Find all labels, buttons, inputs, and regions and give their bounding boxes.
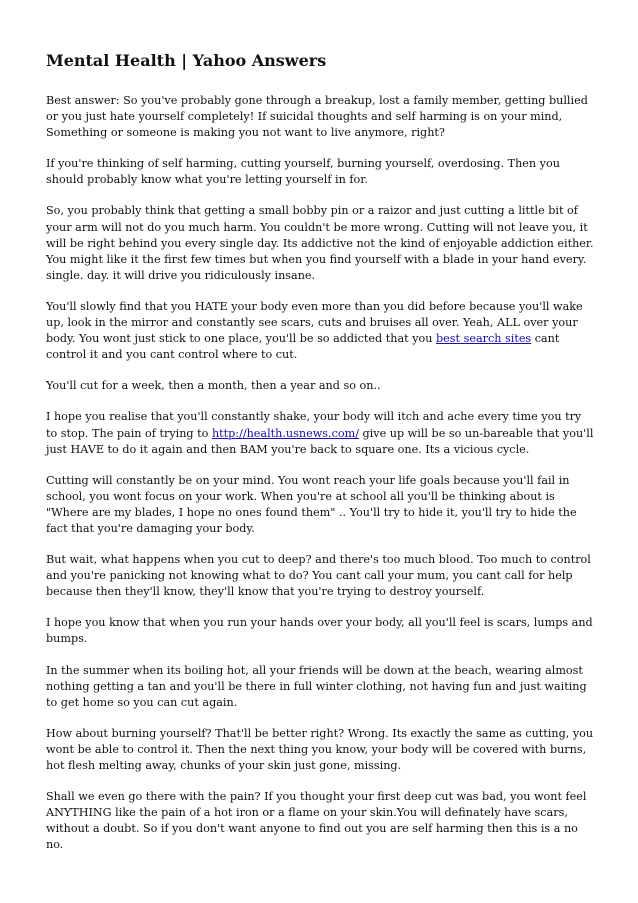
paragraph-text: How about burning yourself? That'll be better right? Wrong. Its exactly the same as cutting, you wont be able to control it. Then the next thing you know, your body will be covered with burns, hot flesh melting away, chunks of your skin just gone, missing. (46, 726, 594, 772)
inline-link[interactable]: http://health.usnews.com/ (211, 426, 359, 440)
article-body (46, 93, 594, 853)
paragraph (46, 203, 594, 283)
paragraph-text: Best answer: So you've probably gone through a breakup, lost a family member, getting bullied or you just hate yourself completely! If suicidal thoughts and self harming is on your mind, Something or someone is making you not want to live anymore, right? (46, 94, 588, 140)
page-title: Mental Health | Yahoo Answers (46, 51, 327, 70)
paragraph (46, 789, 594, 853)
paragraph-text: In the summer when its boiling hot, all your friends will be down at the beach, wearing almost nothing getting a tan and you'll be there in full winter clothing, not having fun and just waiting to get home so you can cut again. (46, 663, 587, 709)
paragraph-text: cant control it and you cant control where to cut. (46, 332, 560, 362)
paragraph-text: But wait, what happens when you cut to deep? and there's too much blood. Too much to control and you're panicking not knowing what to do? You cant call your mum, you cant call for help because then they'll know, they'll know that you're trying to destroy yourself. (46, 553, 591, 599)
paragraph-text: I hope you know that when you run your hands over your body, all you'll feel is scars, lumps and bumps. (46, 616, 593, 646)
paragraph (46, 93, 594, 141)
document-page (46, 50, 594, 868)
paragraph-text: Shall we even go there with the pain? If you thought your first deep cut was bad, you wont feel ANYTHING like the pain of a hot iron or a flame on your skin.You will definately have scars, without a doubt. So if you don't want anyone to find out you are self harming then this is a no no. (46, 790, 587, 852)
paragraph (46, 299, 594, 363)
paragraph-text: I hope you realise that you'll constantly shake, your body will itch and ache every time you try to stop. The pain of trying to (46, 410, 582, 440)
paragraph-text: If you're thinking of self harming, cutting yourself, burning yourself, overdosing. Then you should probably know what you're letting yourself in for. (46, 157, 560, 187)
paragraph (46, 409, 594, 457)
paragraph-text: So, you probably think that getting a small bobby pin or a raizor and just cutting a little bit of your arm will not do you much harm. You couldn't be more wrong. Cutting will not leave you, it will be right behind you every single day. Its addictive not the kind of enjoyable addiction either. You might like it the first few times but when you find yourself with a blade in your hand every. single. day. it will drive you ridiculously insane. (46, 204, 594, 282)
paragraph-text: You'll slowly find that you HATE your body even more than you did before because you'll wake up, look in the mirror and constantly see scars, cuts and bruises all over. Yeah, ALL over your body. You wont just stick to one place, you'll be so addicted that you (46, 299, 583, 346)
paragraph (46, 156, 594, 188)
paragraph-text: You'll cut for a week, then a month, then a year and so on.. (46, 379, 381, 393)
paragraph (46, 615, 594, 647)
inline-link[interactable]: best search sites (436, 332, 532, 346)
paragraph (46, 473, 594, 537)
paragraph (46, 726, 594, 774)
paragraph (46, 552, 594, 600)
paragraph-text: Cutting will constantly be on your mind. You wont reach your life goals because you'll fail in school, you wont focus on your work. When you're at school all you'll be thinking about is "Where are my blades, I hope no ones found them" .. You'll try to hide it, you'll try to hide the fact that you're damaging your body. (46, 473, 577, 535)
paragraph-text: give up will be so un-bareable that you'll just HAVE to do it again and then BAM you're back to square one. Its a vicious cycle. (46, 426, 594, 456)
paragraph (46, 663, 594, 711)
paragraph (46, 378, 594, 394)
